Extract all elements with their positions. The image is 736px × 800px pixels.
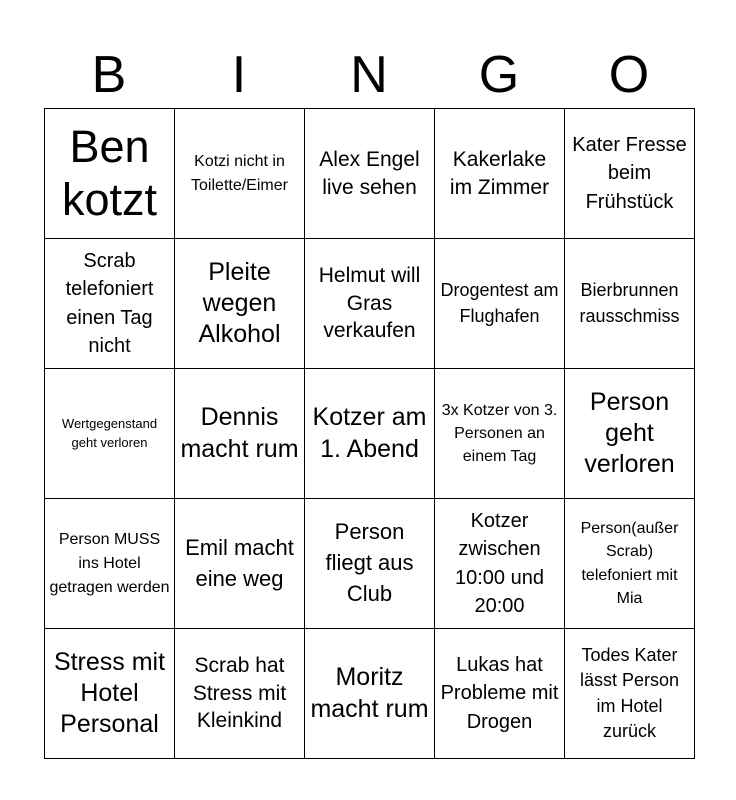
bingo-cell[interactable] [565,499,695,629]
bingo-cell[interactable] [175,109,305,239]
cell-text: Person geht verloren [584,387,675,479]
cell-text: 3x Kotzer von 3. Personen an einem Tag [441,401,558,466]
bingo-header [44,44,694,106]
bingo-cell[interactable] [565,239,695,369]
cell-text: Dennis macht rum [180,403,299,463]
bingo-cell[interactable] [305,499,435,629]
bingo-cell[interactable] [45,109,175,239]
cell-text: Scrab telefoniert einen Tag nicht [65,249,154,357]
cell-text: Helmut will Gras verkaufen [318,263,421,343]
cell-text: Person MUSS ins Hotel getragen werden [49,530,170,596]
cell-text: Alex Engel live sehen [319,147,420,199]
header-letter-n: N [350,46,388,104]
cell-text: Scrab hat Stress mit Kleinkind [192,653,287,733]
bingo-cell[interactable] [45,369,175,499]
header-letter-g: G [478,46,520,104]
cell-text: Kotzer zwischen 10:00 und 20:00 [455,509,544,617]
bingo-cell[interactable] [305,369,435,499]
cell-text: Todes Kater lässt Person im Hotel zurück [579,645,680,741]
board-row [45,369,695,499]
bingo-board [44,108,695,759]
cell-text: Stress mit Hotel Personal [53,647,166,739]
bingo-cell[interactable] [305,629,435,759]
cell-text: Ben kotzt [61,120,158,225]
bingo-cell[interactable] [435,109,565,239]
cell-text: Pleite wegen Alkohol [198,257,281,349]
bingo-cell[interactable] [305,109,435,239]
bingo-cell[interactable] [435,369,565,499]
bingo-cell[interactable] [175,629,305,759]
cell-text: Moritz macht rum [310,663,429,723]
cell-text: Kakerlake im Zimmer [449,147,550,199]
header-letter-b: B [91,46,127,104]
cell-text: Lukas hat Probleme mit Drogen [440,653,559,733]
cell-text: Person(außer Scrab) telefoniert mit Mia [580,520,679,607]
bingo-cell[interactable] [175,369,305,499]
cell-text: Kater Fresse beim Frühstück [572,133,687,213]
bingo-cell[interactable] [45,239,175,369]
bingo-cell[interactable] [435,239,565,369]
cell-text: Person fliegt aus Club [325,519,414,606]
bingo-cell[interactable] [175,239,305,369]
header-letter-o: O [608,46,650,104]
cell-text: Kotzer am 1. Abend [312,403,427,463]
cell-text: Kotzi nicht in Toilette/Eimer [191,152,288,194]
board-row [45,629,695,759]
header-letter-i: I [231,46,247,104]
bingo-cell[interactable] [175,499,305,629]
board-row [45,239,695,369]
bingo-cell[interactable] [565,369,695,499]
bingo-cell[interactable] [565,109,695,239]
cell-text: Drogentest am Flughafen [440,280,559,326]
cell-text: Wertgegenstand geht verloren [61,415,158,450]
bingo-cell[interactable] [45,499,175,629]
bingo-cell[interactable] [45,629,175,759]
cell-text: Emil macht eine weg [185,534,294,591]
bingo-cell[interactable] [435,629,565,759]
bingo-cell[interactable] [565,629,695,759]
board-row [45,499,695,629]
bingo-cell[interactable] [305,239,435,369]
cell-text: Bierbrunnen rausschmiss [579,280,680,326]
bingo-cell[interactable] [435,499,565,629]
board-row [45,109,695,239]
